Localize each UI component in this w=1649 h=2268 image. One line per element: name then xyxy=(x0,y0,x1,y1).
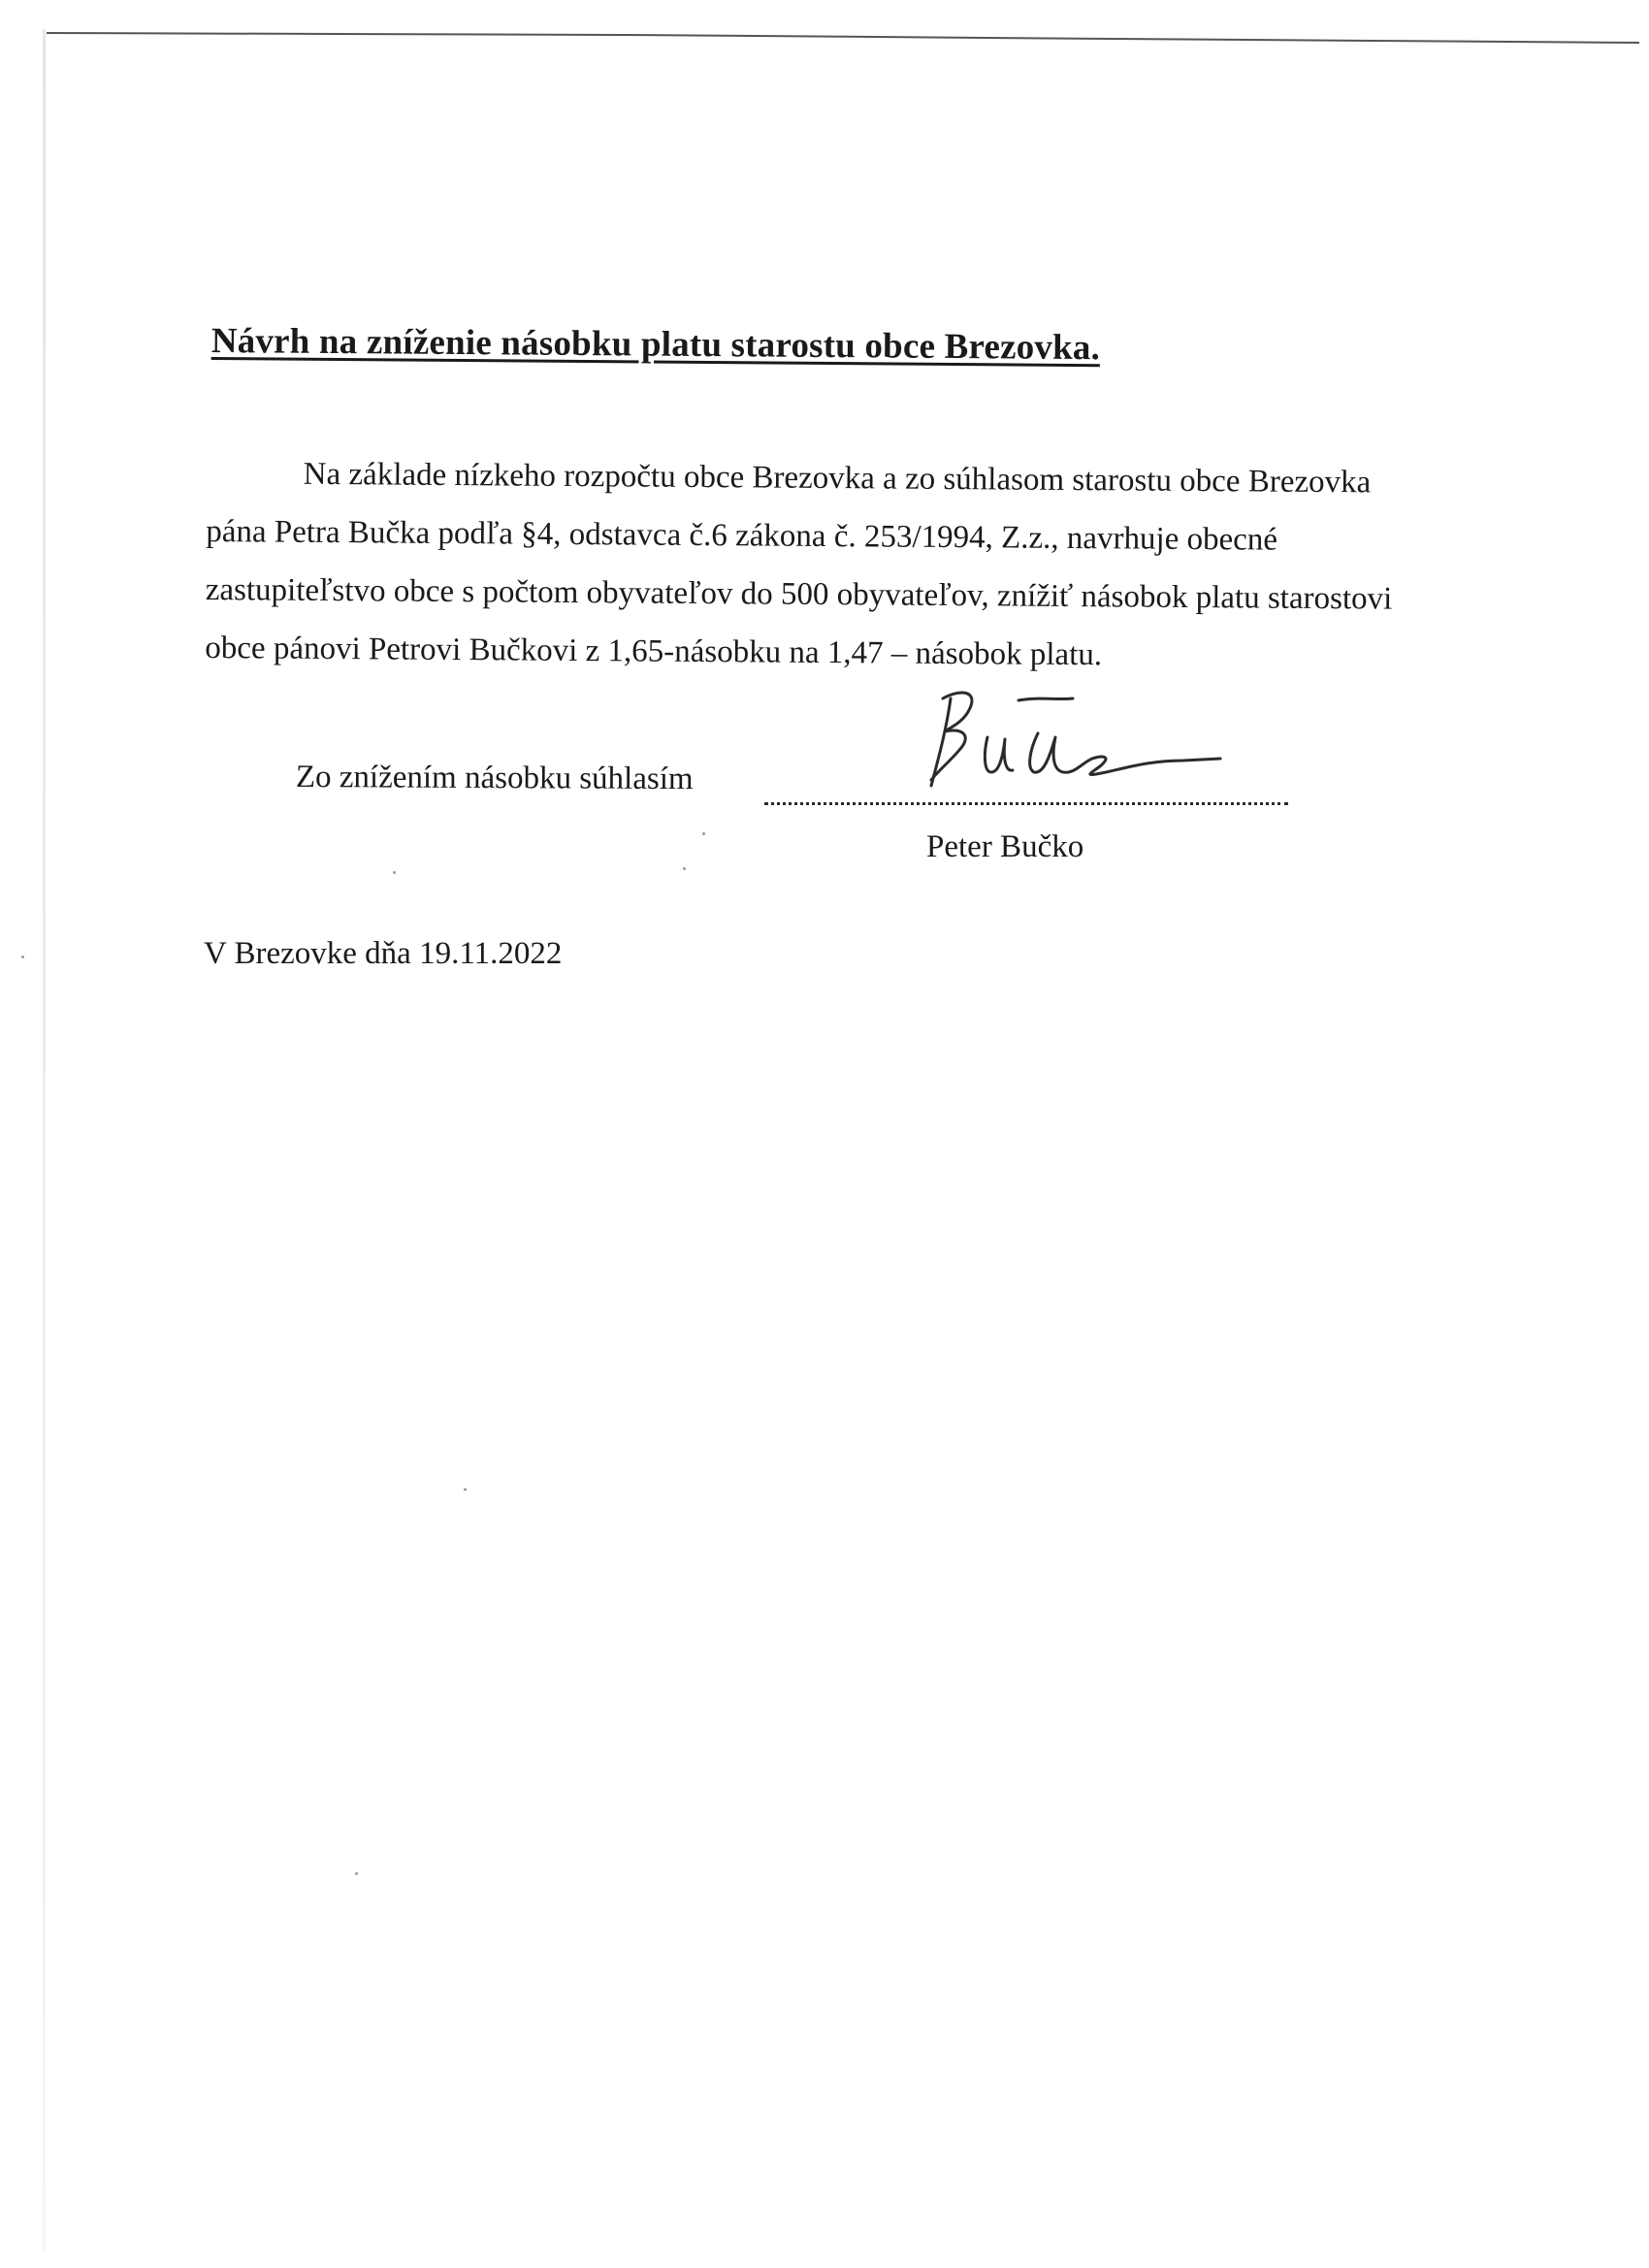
scan-speck xyxy=(355,1872,358,1875)
handwritten-signature xyxy=(902,679,1261,815)
paragraph-line: Na základe nízkeho rozpočtu obce Brezovka a zo súhlasom starostu obce Brezovka xyxy=(303,456,1372,501)
scan-speck xyxy=(683,867,686,870)
document-title: Návrh na zníženie násobku platu starostu obce Brezovka. xyxy=(210,320,1101,369)
paragraph-line: obce pánovi Petrovi Bučkovi z 1,65-násobku na 1,47 – násobok platu. xyxy=(205,630,1103,673)
scan-speck xyxy=(702,832,705,835)
scan-speck xyxy=(464,1488,467,1491)
consent-label: Zo znížením násobku súhlasím xyxy=(295,760,694,797)
scan-speck xyxy=(21,956,24,958)
scan-edge-top xyxy=(47,29,1639,49)
scan-edge-left xyxy=(43,29,46,2251)
signer-name: Peter Bučko xyxy=(926,829,1084,864)
scan-speck xyxy=(393,871,396,874)
paragraph-line: zastupiteľstvo obce s počtom obyvateľov do 500 obyvateľov, znížiť násobok platu starostovi xyxy=(205,571,1393,617)
paragraph-line: pána Petra Bučka podľa §4, odstavca č.6 zákona č. 253/1994, Z.z., navrhuje obecné xyxy=(206,513,1278,558)
document-paragraph xyxy=(205,444,1536,688)
document-date: V Brezovke dňa 19.11.2022 xyxy=(204,936,563,971)
